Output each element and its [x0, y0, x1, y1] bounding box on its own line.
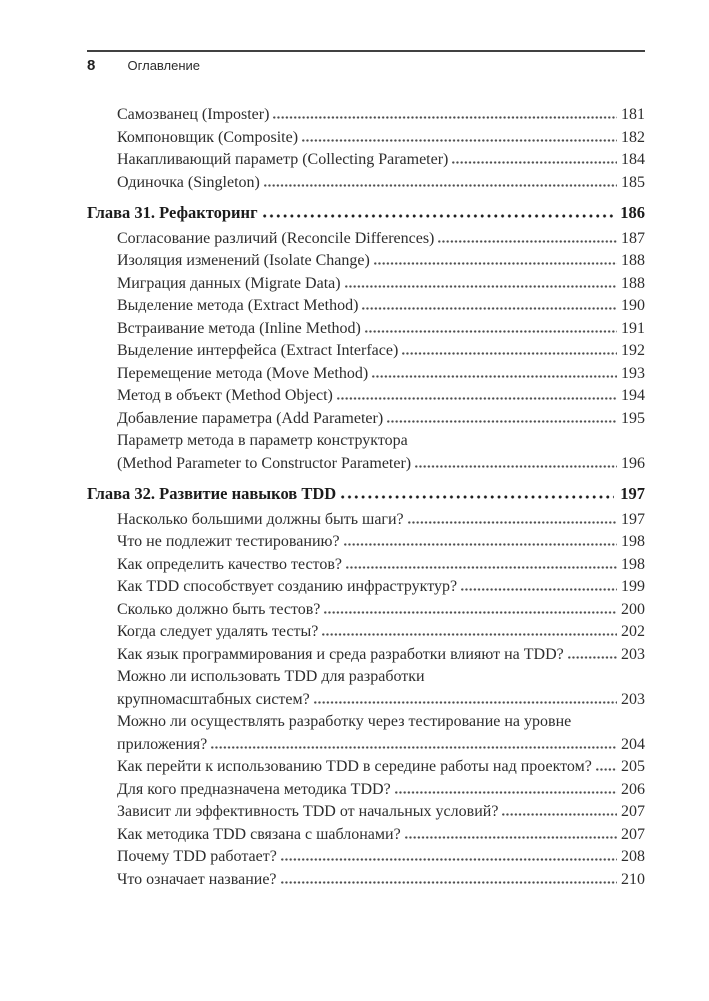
dot-leader [346, 566, 617, 569]
entry-title: Как методика TDD связана с шаблонами? [117, 825, 401, 843]
entry-title: Что не подлежит тестированию? [117, 533, 340, 550]
entry-main-line [117, 295, 645, 318]
entry-title: (Method Parameter to Constructor Parameter) [117, 454, 412, 472]
entry-page-number: 198 [621, 533, 645, 550]
toc-entry [87, 824, 645, 847]
dot-leader [374, 262, 617, 265]
entry-page-number: 182 [621, 128, 645, 146]
entry-wrap-line [117, 666, 645, 689]
entry-page-number: 207 [621, 825, 645, 843]
entry-main-line [117, 149, 645, 172]
entry-page-number: 185 [621, 173, 645, 191]
entry-main-line [117, 869, 645, 892]
toc-entry [87, 385, 645, 408]
toc-entry [87, 127, 645, 150]
entry-main-line [117, 172, 645, 195]
entry-page-number: 206 [621, 780, 645, 798]
dot-leader [322, 633, 617, 636]
entry-title: Как язык программирования и среда разработки влияют на TDD? [117, 645, 564, 663]
entry-main-line [117, 363, 645, 386]
entry-title: Сколько должно быть тестов? [117, 600, 321, 618]
toc-entry [87, 430, 645, 475]
entry-page-number: 203 [621, 645, 645, 663]
dot-leader [362, 307, 617, 310]
entry-title: Одиночка (Singleton) [117, 173, 260, 191]
entry-title: Когда следует удалять тесты? [117, 623, 319, 640]
dot-leader [324, 611, 617, 614]
entry-page-number: 197 [621, 510, 645, 528]
dot-leader [405, 836, 617, 839]
entry-title: приложения? [117, 735, 208, 753]
toc-entry [87, 509, 645, 532]
toc-entry [87, 172, 645, 195]
page-header [87, 50, 645, 78]
entry-main-line [117, 340, 645, 363]
toc-entry [87, 621, 645, 644]
chapter-title: Глава 32. Развитие навыков TDD [87, 484, 337, 503]
entry-page-number: 196 [621, 454, 645, 472]
dot-leader [365, 330, 617, 333]
entry-title: Выделение метода (Extract Method) [117, 297, 359, 314]
entry-main-line [117, 801, 645, 824]
dot-leader [264, 184, 617, 187]
entry-page-number: 202 [621, 623, 645, 640]
entry-main-line [117, 509, 645, 532]
entry-page-number: 195 [621, 409, 645, 427]
dot-leader [438, 240, 617, 243]
entry-title-first: Можно ли использовать TDD для разработки [117, 668, 425, 685]
toc-entry [87, 363, 645, 386]
entry-title: Изоляция изменений (Isolate Change) [117, 252, 370, 269]
entry-title: Почему TDD работает? [117, 848, 277, 865]
entry-page-number: 205 [621, 758, 645, 775]
entry-page-number: 204 [621, 735, 645, 753]
entry-title: Согласование различий (Reconcile Differences) [117, 229, 435, 247]
toc-entry [87, 104, 645, 127]
toc-entry [87, 295, 645, 318]
entry-title: Миграция данных (Migrate Data) [117, 274, 341, 292]
dot-leader [345, 285, 617, 288]
entry-main-line [117, 621, 645, 644]
entry-title: Компоновщик (Composite) [117, 128, 299, 146]
entry-main-line [117, 779, 645, 802]
toc-entry [87, 576, 645, 599]
entry-main-line [117, 644, 645, 667]
dot-leader [452, 161, 617, 164]
toc-entry [87, 711, 645, 756]
entry-wrap-line [117, 430, 645, 453]
entry-page-number: 194 [621, 387, 645, 404]
entry-main-line [117, 127, 645, 150]
entry-page-number: 207 [621, 803, 645, 820]
entry-wrap-line [117, 711, 645, 734]
dot-leader [281, 881, 617, 884]
entry-page-number: 199 [621, 578, 645, 595]
dot-leader [302, 139, 617, 142]
entry-title: Зависит ли эффективность TDD от начальных условий? [117, 803, 499, 820]
entry-page-number: 203 [621, 690, 645, 708]
running-title: Оглавление [127, 58, 201, 73]
entry-title: Для кого предназначена методика TDD? [117, 780, 391, 798]
entry-title: Добавление параметра (Add Parameter) [117, 409, 384, 427]
entry-page-number: 188 [621, 274, 645, 292]
entry-page-number: 190 [621, 297, 645, 314]
entry-page-number: 193 [621, 364, 645, 382]
entry-page-number: 191 [621, 319, 645, 337]
dot-leader [372, 375, 617, 378]
entry-title-first: Параметр метода в параметр конструктора [117, 432, 408, 449]
entry-main-line [117, 576, 645, 599]
entry-main-line [117, 104, 645, 127]
entry-title: Накапливающий параметр (Collecting Parameter) [117, 151, 449, 168]
dot-leader [596, 768, 617, 771]
dot-leader [568, 656, 617, 659]
toc-list [87, 104, 645, 891]
chapter-title: Глава 31. Рефакторинг [87, 203, 258, 222]
toc-entry [87, 250, 645, 273]
dot-leader [461, 588, 617, 591]
toc-entry [87, 531, 645, 554]
entry-main-line [117, 531, 645, 554]
toc-entry [87, 149, 645, 172]
dot-leader [387, 420, 617, 423]
entry-page-number: 210 [621, 870, 645, 888]
entry-main-line [117, 554, 645, 577]
entry-title: Выделение интерфейса (Extract Interface) [117, 342, 399, 359]
dot-leader [341, 495, 614, 499]
entry-page-number: 198 [621, 555, 645, 573]
entry-title: Метод в объект (Method Object) [117, 387, 333, 404]
toc-entry [87, 666, 645, 711]
dot-leader [344, 543, 617, 546]
toc-entry [87, 599, 645, 622]
dot-leader [337, 397, 617, 400]
entry-title: Как перейти к использованию TDD в середине работы над проектом? [117, 758, 592, 775]
entry-title: Что означает название? [117, 870, 277, 888]
entry-main-line [117, 689, 645, 712]
entry-page-number: 184 [621, 151, 645, 168]
dot-leader [263, 214, 615, 218]
toc-entry [87, 756, 645, 779]
entry-main-line [117, 250, 645, 273]
toc-entry [87, 869, 645, 892]
toc-entry [87, 644, 645, 667]
toc-entry [87, 779, 645, 802]
dot-leader [273, 116, 617, 119]
entry-page-number: 208 [621, 848, 645, 865]
entry-title: Как определить качество тестов? [117, 555, 342, 573]
entry-page-number: 200 [621, 600, 645, 618]
entry-main-line [117, 756, 645, 779]
toc-entry [87, 340, 645, 363]
dot-leader [408, 521, 617, 524]
entry-title: Насколько большими должны быть шаги? [117, 510, 404, 528]
toc-entry [87, 554, 645, 577]
entry-page-number: 181 [621, 106, 645, 123]
chapter-page-number: 197 [620, 484, 645, 503]
dot-leader [395, 791, 617, 794]
entry-page-number: 188 [621, 252, 645, 269]
dot-leader [314, 701, 617, 704]
entry-main-line [117, 846, 645, 869]
entry-title: крупномасштабных систем? [117, 690, 310, 708]
entry-page-number: 187 [621, 229, 645, 247]
chapter-page-number: 186 [620, 203, 645, 222]
entry-main-line [117, 453, 645, 476]
dot-leader [415, 465, 617, 468]
toc-entry [87, 801, 645, 824]
entry-main-line [117, 273, 645, 296]
entry-title-first: Можно ли осуществлять разработку через тестирование на уровне [117, 713, 572, 730]
running-head [87, 57, 645, 78]
toc-entry [87, 273, 645, 296]
toc-entry [87, 408, 645, 431]
entry-main-line [117, 599, 645, 622]
dot-leader [281, 858, 617, 861]
toc-entry [87, 846, 645, 869]
entry-title: Встраивание метода (Inline Method) [117, 319, 361, 337]
toc-chapter-row [87, 202, 645, 225]
toc-chapter-row [87, 483, 645, 506]
entry-main-line [117, 318, 645, 341]
entry-main-line [117, 385, 645, 408]
dot-leader [502, 813, 617, 816]
header-rule [87, 50, 645, 52]
toc-entry [87, 228, 645, 251]
entry-main-line [117, 228, 645, 251]
dot-leader [211, 746, 617, 749]
dot-leader [402, 352, 617, 355]
entry-main-line [117, 408, 645, 431]
entry-title: Как TDD способствует созданию инфраструктур? [117, 578, 458, 595]
entry-main-line [117, 824, 645, 847]
entry-title: Самозванец (Imposter) [117, 106, 270, 123]
toc-entry [87, 318, 645, 341]
entry-page-number: 192 [621, 342, 645, 359]
entry-main-line [117, 734, 645, 757]
entry-title: Перемещение метода (Move Method) [117, 364, 369, 382]
page-number: 8 [87, 57, 96, 74]
